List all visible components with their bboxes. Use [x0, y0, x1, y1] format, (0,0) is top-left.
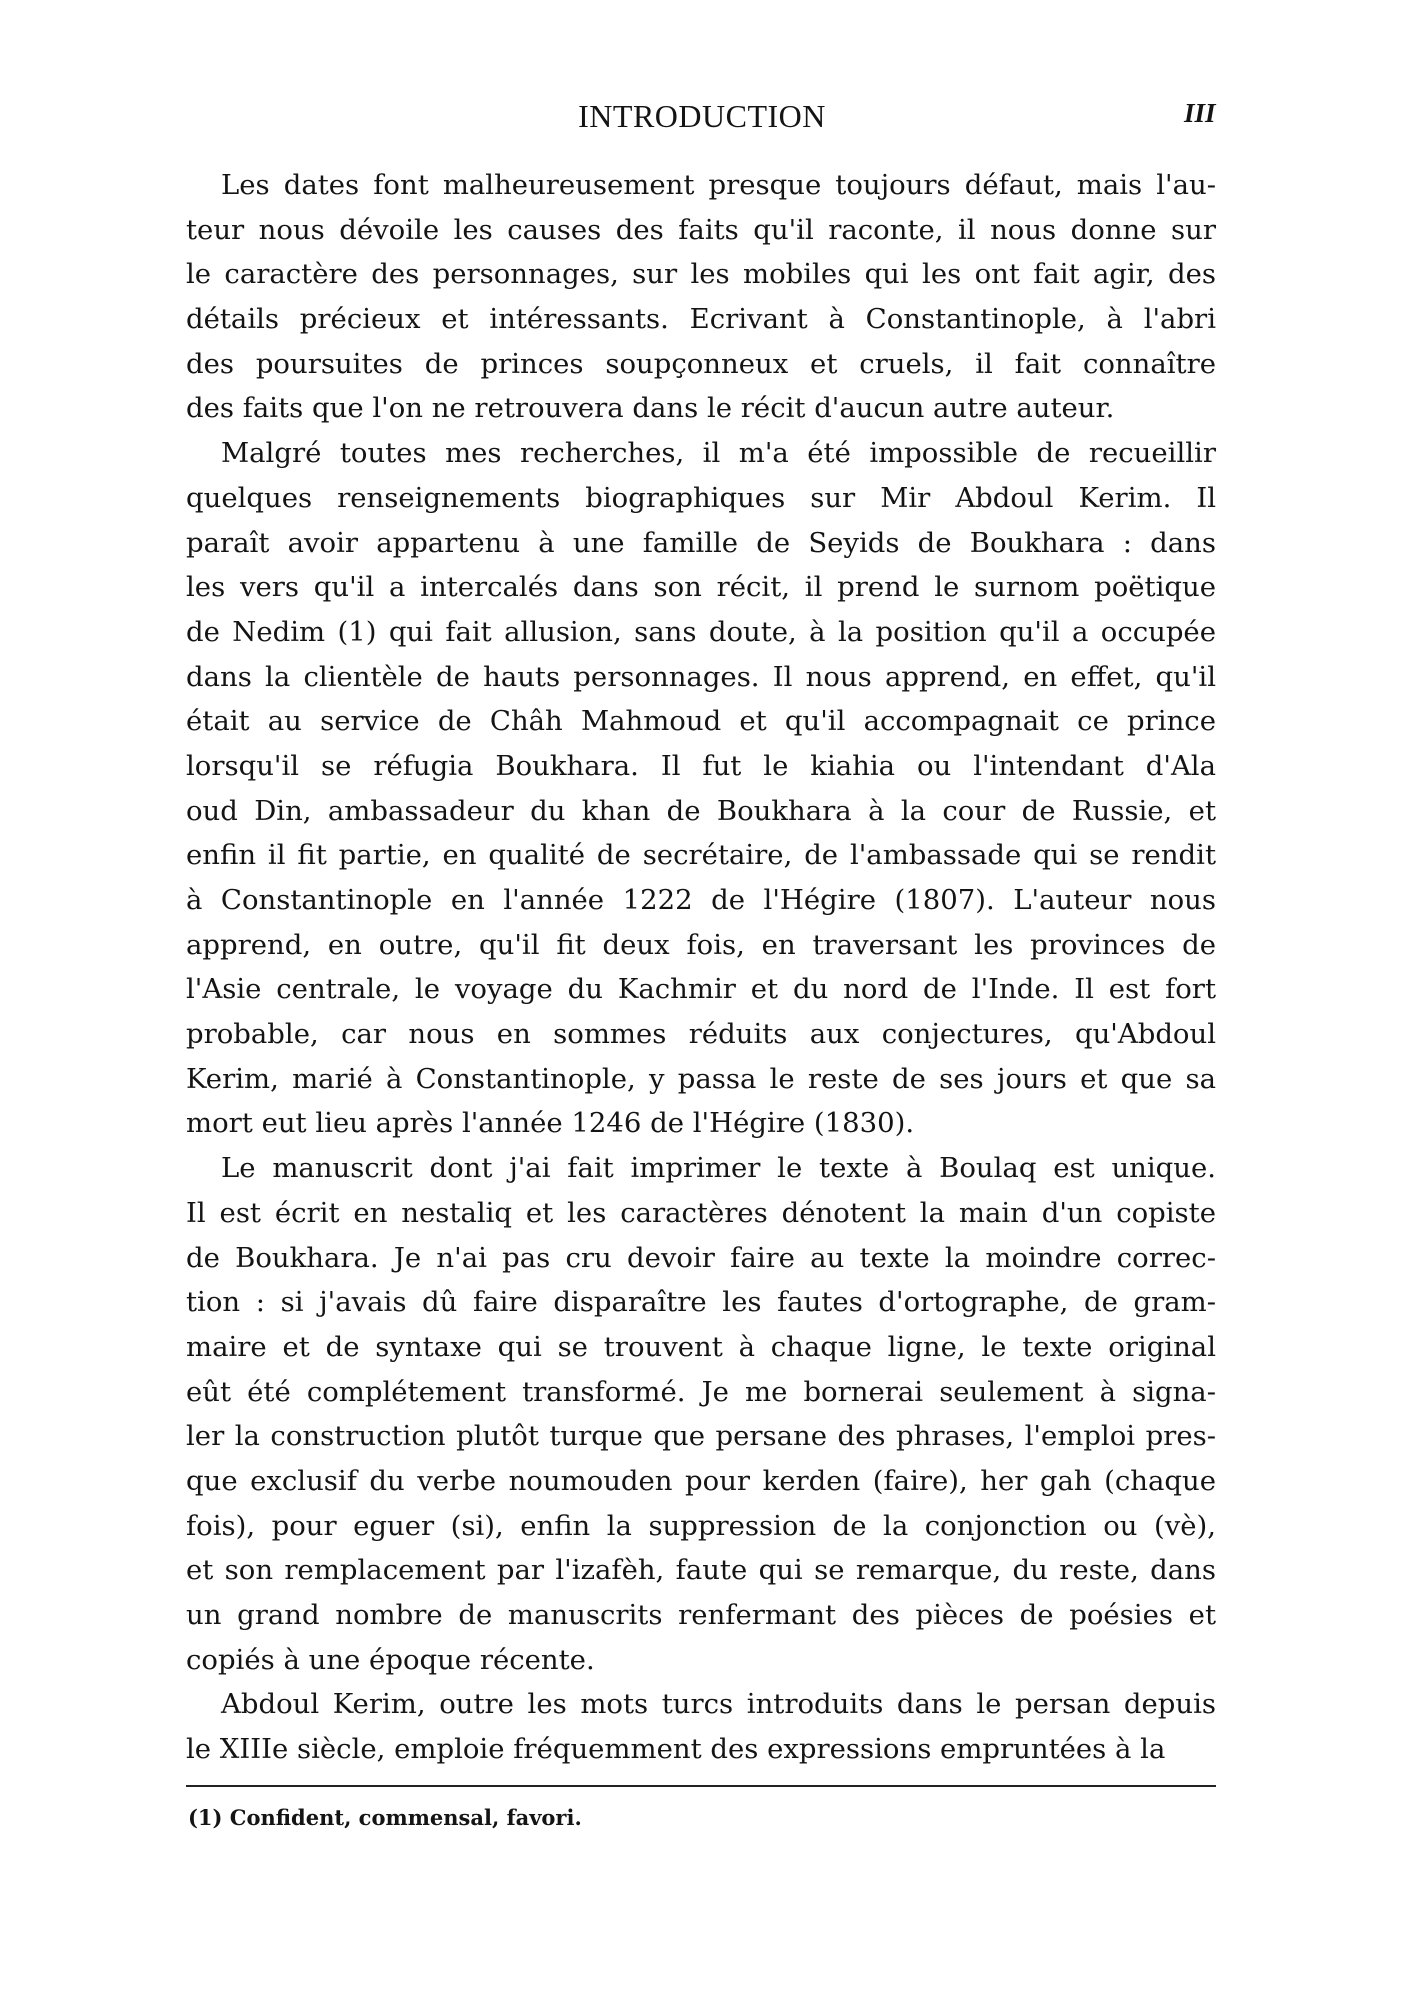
paragraph	[186, 163, 1216, 431]
footnote-rule	[186, 1785, 1216, 1787]
text-line: de Boukhara. Je n'ai pas cru devoir faire au texte la moindre correc-	[186, 1241, 1216, 1274]
text-line: mort eut lieu après l'année 1246 de l'Hégire (1830).	[186, 1107, 915, 1140]
text-line: le caractère des personnages, sur les mobiles qui les ont fait agir, des	[186, 258, 1216, 291]
text-line: des faits que l'on ne retrouvera dans le récit d'aucun autre auteur.	[186, 392, 1115, 425]
text-line: ler la construction plutôt turque que persane des phrases, l'emploi pres-	[186, 1420, 1216, 1453]
text-line: Les dates font malheureusement presque toujours défaut, mais l'au-	[221, 169, 1216, 201]
page-number: III	[1184, 98, 1216, 128]
text-line: maire et de syntaxe qui se trouvent à chaque ligne, le texte original	[186, 1330, 1216, 1363]
text-line: l'Asie centrale, le voyage du Kachmir et du nord de l'Inde. Il est fort	[186, 973, 1216, 1006]
text-line: Il est écrit en nestaliq et les caractères dénotent la main d'un copiste	[186, 1196, 1216, 1229]
text-line: dans la clientèle de hauts personnages. Il nous apprend, en effet, qu'il	[186, 660, 1216, 693]
text-line: enfin il fit partie, en qualité de secrétaire, de l'ambassade qui se rendit	[186, 839, 1216, 872]
text-line: oud Din, ambassadeur du khan de Boukhara à la cour de Russie, et	[186, 794, 1216, 827]
text-line: à Constantinople en l'année 1222 de l'Hégire (1807). L'auteur nous	[186, 884, 1216, 916]
text-line: teur nous dévoile les causes des faits qu'il raconte, il nous donne sur	[186, 213, 1216, 246]
text-line: était au service de Châh Mahmoud et qu'il accompagnait ce prince	[186, 705, 1216, 738]
text-line: un grand nombre de manuscrits renfermant des pièces de poésies et	[186, 1599, 1216, 1631]
text-line: apprend, en outre, qu'il fit deux fois, en traversant les provinces de	[186, 928, 1216, 961]
text-line: tion : si j'avais dû faire disparaître les fautes d'ortographe, de gram-	[186, 1286, 1216, 1319]
text-line: probable, car nous en sommes réduits aux conjectures, qu'Abdoul	[186, 1018, 1216, 1051]
text-line: copiés à une époque récente.	[186, 1643, 595, 1676]
paragraph	[186, 1682, 1216, 1771]
text-line: quelques renseignements biographiques sur Mir Abdoul Kerim. Il	[186, 481, 1216, 514]
paragraph	[186, 431, 1216, 1146]
footnote: (1) Confident, commensal, favori.	[188, 1805, 582, 1830]
body-text	[186, 163, 1216, 1772]
text-line: que exclusif du verbe noumouden pour kerden (faire), her gah (chaque	[186, 1464, 1216, 1497]
text-line: les vers qu'il a intercalés dans son récit, il prend le surnom poëtique	[186, 571, 1216, 604]
text-line: fois), pour eguer (si), enfin la suppression de la conjonction ou (vè),	[186, 1509, 1216, 1542]
text-line: le XIIIe siècle, emploie fréquemment des expressions empruntées à la	[186, 1733, 1166, 1766]
text-line: paraît avoir appartenu à une famille de Seyids de Boukhara : dans	[186, 526, 1216, 559]
text-line: eût été complétement transformé. Je me bornerai seulement à signa-	[186, 1375, 1216, 1408]
text-line: de Nedim (1) qui fait allusion, sans doute, à la position qu'il a occupée	[186, 615, 1216, 648]
text-line: Kerim, marié à Constantinople, y passa le reste de ses jours et que sa	[186, 1062, 1216, 1095]
text-line: Malgré toutes mes recherches, il m'a été impossible de recueillir	[221, 437, 1216, 470]
paragraph	[186, 1146, 1216, 1682]
text-line: détails précieux et intéressants. Ecrivant à Constantinople, à l'abri	[186, 303, 1216, 336]
text-line: lorsqu'il se réfugia Boukhara. Il fut le kiahia ou l'intendant d'Ala	[186, 749, 1216, 782]
text-line: Le manuscrit dont j'ai fait imprimer le texte à Boulaq est unique.	[221, 1152, 1216, 1185]
text-line: Abdoul Kerim, outre les mots turcs introduits dans le persan depuis	[221, 1688, 1216, 1721]
text-line: et son remplacement par l'izafèh, faute qui se remarque, du reste, dans	[186, 1554, 1216, 1587]
running-title: INTRODUCTION	[578, 98, 826, 134]
page-header	[0, 98, 1404, 138]
text-line: des poursuites de princes soupçonneux et cruels, il fait connaître	[186, 347, 1216, 380]
